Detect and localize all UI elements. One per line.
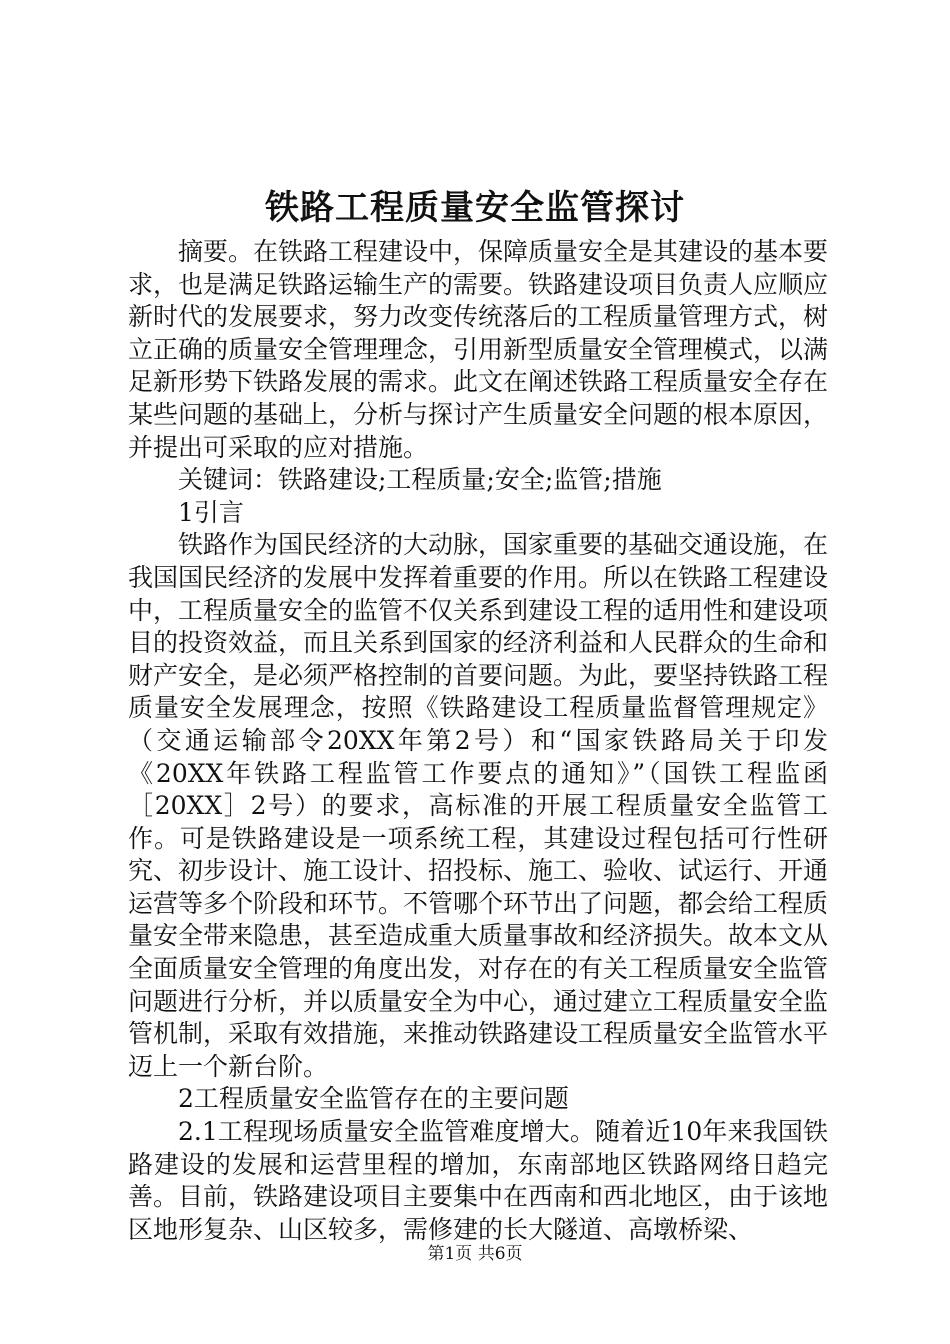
abstract-paragraph: 摘要。在铁路工程建设中，保障质量安全是其建设的基本要求，也是满足铁路运输生产的需要。铁路建设项目负责人应顺应新时代的发展要求，努力改变传统落后的工程质量管理方式，树立正确的质量安全管理理念，引用新型质量安全管理模式，以满足新形势下铁路发展的需求。此文在阐述铁路工程质量安全存在某些问题的基础上，分析与探讨产生质量安全问题的根本原因，并提出可采取的应对措施。	[128, 237, 829, 462]
document-body	[128, 236, 828, 1246]
introduction-paragraph: 铁路作为国民经济的大动脉，国家重要的基础交通设施，在我国国民经济的发展中发挥着重要的作用。所以在铁路工程建设中，工程质量安全的监管不仅关系到建设工程的适用性和建设项目的投资效益，而且关系到国家的经济利益和人民群众的生命和财产安全，是必须严格控制的首要问题。为此，要坚持铁路工程质量安全发展理念，按照《铁路建设工程质量监督管理规定》（交通运输部令20XX年第2号）和“国家铁路局关于印发《20XX年铁路工程监管工作要点的通知》”（国铁工程监函［20XX］2号）的要求，高标准的开展工程质量安全监管工作。可是铁路建设是一项系统工程，其建设过程包括可行性研究、初步设计、施工设计、招投标、施工、验收、试运行、开通运营等多个阶段和环节。不管哪个环节出了问题，都会给工程质量安全带来隐患，甚至造成重大质量事故和经济损失。故本文从全面质量安全管理的角度出发，对存在的有关工程质量安全监管问题进行分析，并以质量安全为中心，通过建立工程质量安全监管机制，采取有效措施，来推动铁路建设工程质量安全监管水平迈上一个新台阶。	[128, 530, 829, 1081]
page-footer: 第1页 共6页	[427, 1244, 523, 1264]
section-heading-main-problems: 2工程质量安全监管存在的主要问题	[178, 1084, 569, 1114]
subsection-paragraph-2-1: 2.1工程现场质量安全监管难度增大。随着近10年来我国铁路建设的发展和运营里程的增加，东南部地区铁路网络日趋完善。目前，铁路建设项目主要集中在西南和西北地区，由于该地区地形复杂、山区较多，需修建的长大隧道、高墩桥梁、	[128, 1117, 829, 1244]
section-heading-introduction: 1引言	[178, 497, 244, 527]
keywords-paragraph: 关键词：铁路建设;工程质量;安全;监管;措施	[178, 465, 662, 495]
document-title: 铁路工程质量安全监管探讨	[265, 188, 685, 228]
